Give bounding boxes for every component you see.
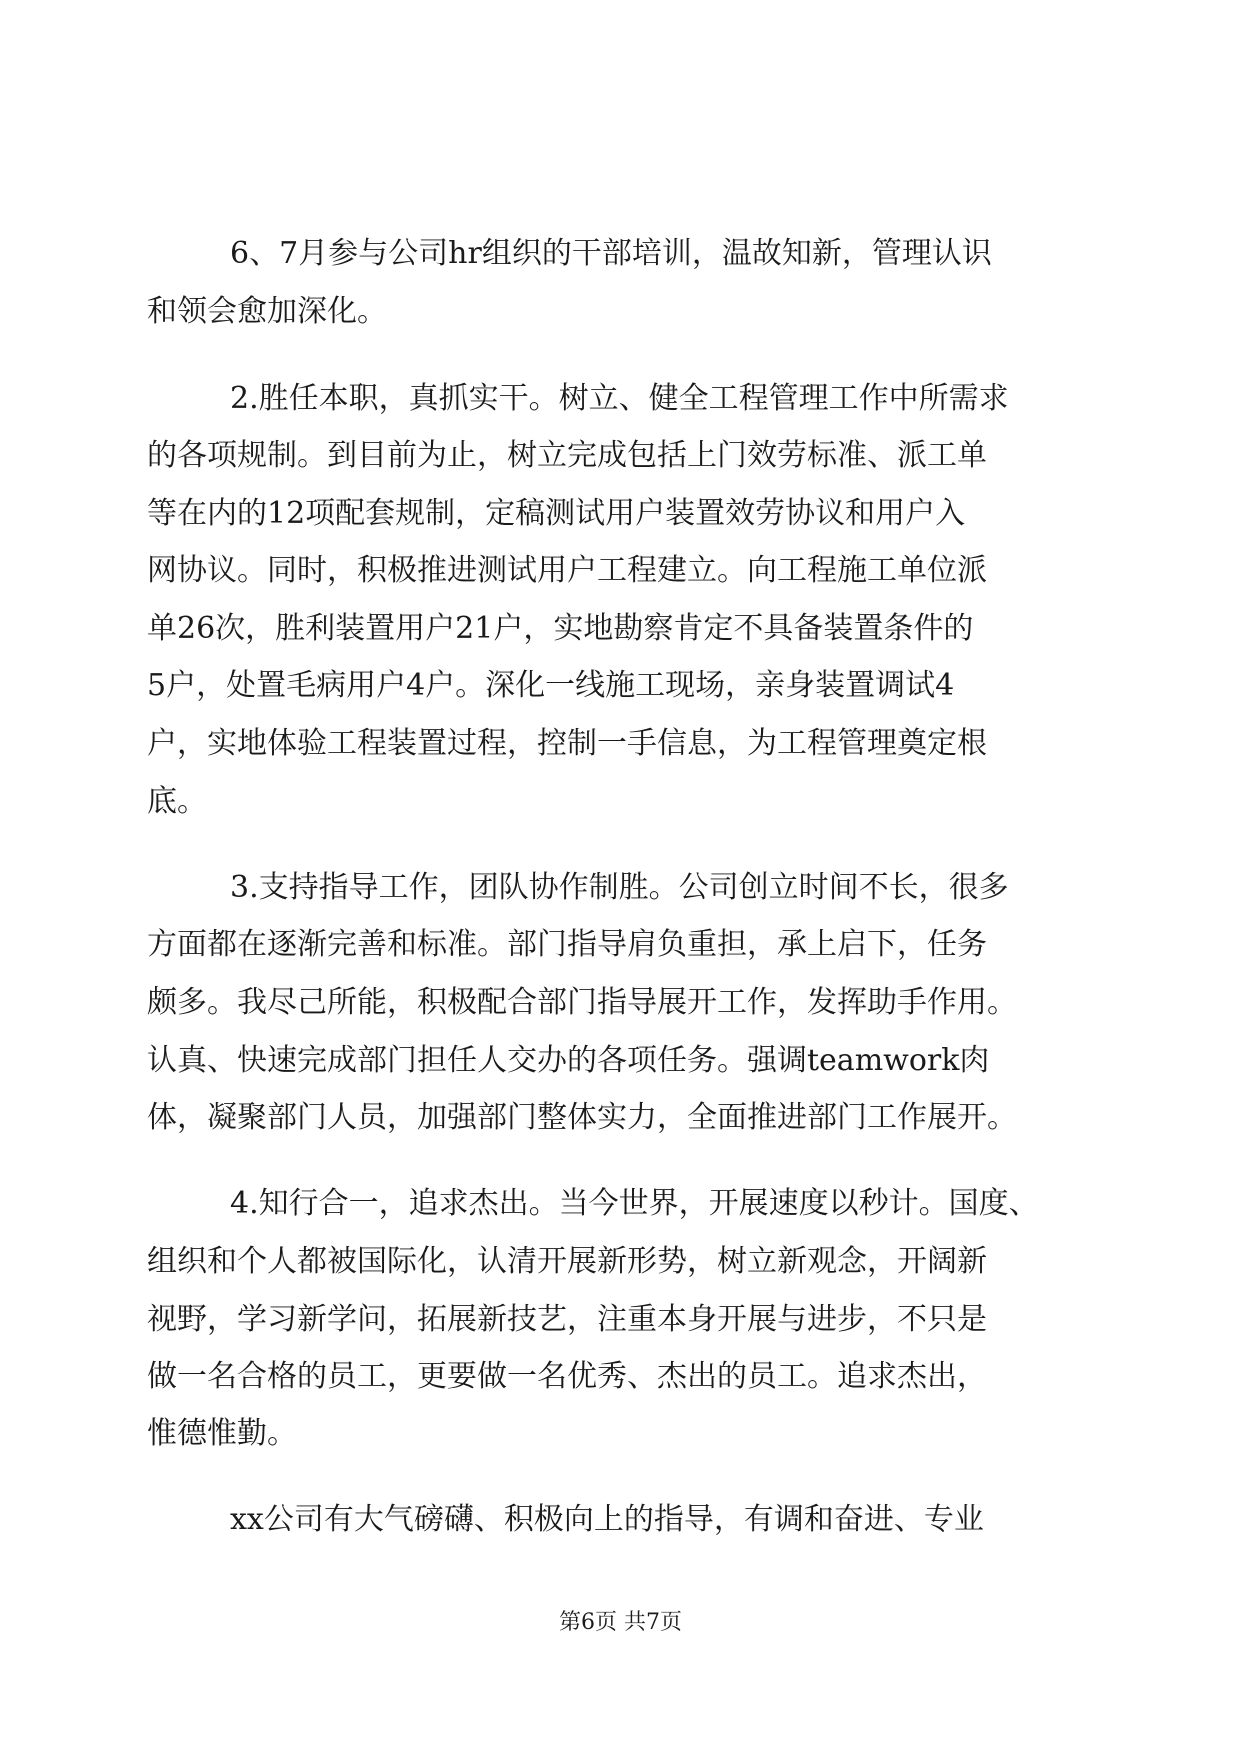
text-line: 单26次，胜利装置用户21户，实地勘察肯定不具备装置条件的 [147, 611, 974, 646]
text-line: 等在内的12项配套规制，定稿测试用户装置效劳协议和用户入 [147, 496, 966, 531]
text-line: 体，凝聚部门人员，加强部门整体实力，全面推进部门工作展开。 [147, 1100, 1017, 1135]
text-line: 网协议。同时，积极推进测试用户工程建立。向工程施工单位派 [147, 553, 987, 588]
text-line: 组织和个人都被国际化，认清开展新形势，树立新观念，开阔新 [147, 1244, 987, 1279]
text-line: 户，实地体验工程装置过程，控制一手信息，为工程管理奠定根 [147, 726, 987, 761]
text-line: xx公司有大气磅礴、积极向上的指导，有调和奋进、专业 [230, 1502, 984, 1537]
page-number-footer: 第6页 共7页 [559, 1610, 682, 1635]
text-line: 3.支持指导工作，团队协作制胜。公司创立时间不长，很多 [230, 870, 1009, 905]
text-line: 惟德惟勤。 [147, 1416, 297, 1451]
text-line: 和领会愈加深化。 [147, 294, 387, 329]
text-line: 底。 [147, 784, 207, 819]
text-line: 颇多。我尽己所能，积极配合部门指导展开工作，发挥助手作用。 [147, 985, 1017, 1020]
text-line: 视野，学习新学问，拓展新技艺，注重本身开展与进步，不只是 [147, 1302, 987, 1337]
text-line: 2.胜任本职，真抓实干。树立、健全工程管理工作中所需求 [230, 381, 1009, 416]
text-line: 做一名合格的员工，更要做一名优秀、杰出的员工。追求杰出， [147, 1359, 987, 1394]
text-line: 的各项规制。到目前为止，树立完成包括上门效劳标准、派工单 [147, 438, 987, 473]
text-line: 认真、快速完成部门担任人交办的各项任务。强调teamwork肉 [147, 1043, 990, 1078]
text-line: 4.知行合一，追求杰出。当今世界，开展速度以秒计。国度、 [230, 1186, 1039, 1221]
text-line: 5户，处置毛病用户4户。深化一线施工现场，亲身装置调试4 [147, 668, 955, 703]
text-line: 6、7月参与公司hr组织的干部培训，温故知新，管理认识 [230, 236, 992, 271]
text-line: 方面都在逐渐完善和标准。部门指导肩负重担，承上启下，任务 [147, 927, 987, 962]
